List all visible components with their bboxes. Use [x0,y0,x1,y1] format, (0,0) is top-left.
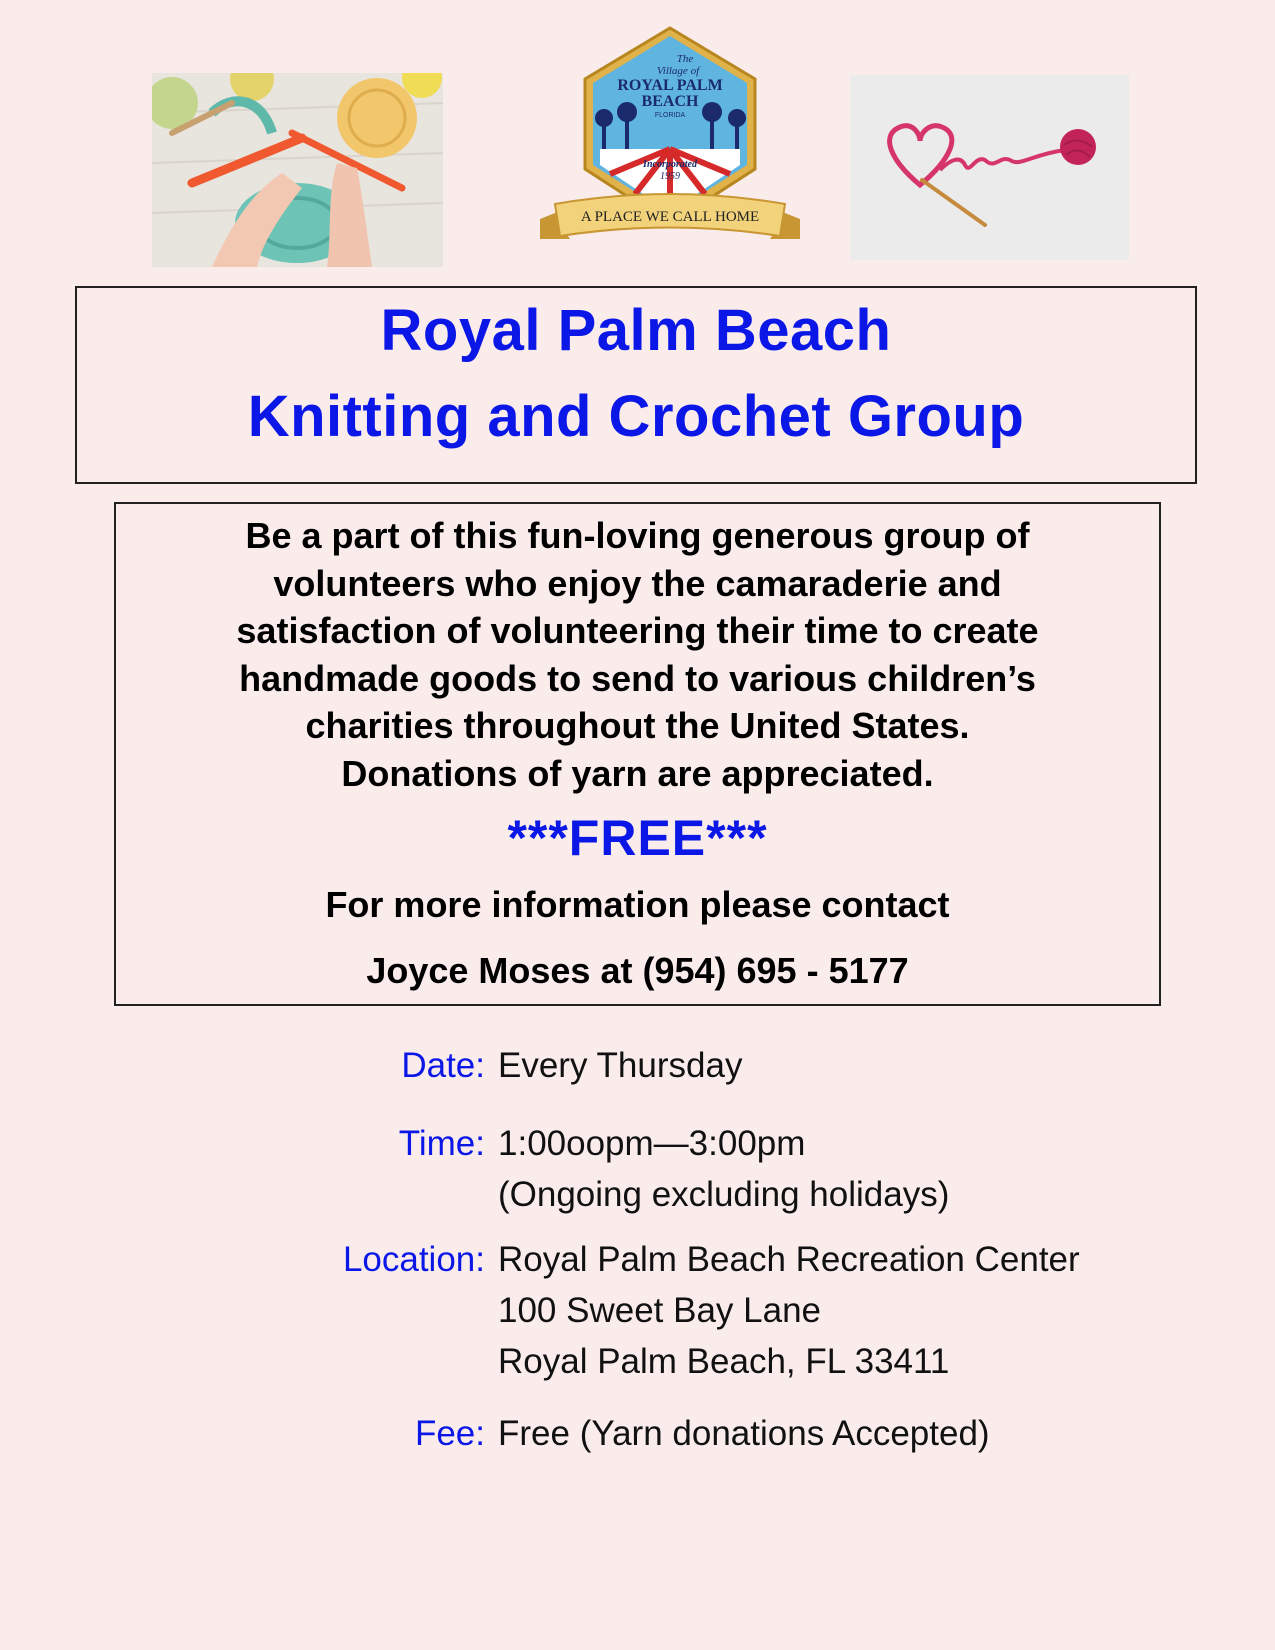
title-line-2: Knitting and Crochet Group [247,384,1025,449]
description-line-5: charities throughout the United States. [305,705,970,746]
village-seal-icon [540,24,800,264]
logo-text-beach: BEACH [641,93,699,110]
free-banner: ***FREE*** [507,810,768,866]
location-city: Royal Palm Beach, FL 33411 [498,1342,950,1381]
contact-line-2: Joyce Moses at (954) 695 - 5177 [366,950,909,991]
location-name: Royal Palm Beach Recreation Center [498,1240,1080,1279]
time-note: (Ongoing excluding holidays) [498,1175,950,1214]
village-logo [540,24,800,264]
title-line-1: Royal Palm Beach [380,298,892,363]
logo-text-royal-palm: ROYAL PALM [617,77,723,94]
date-value: Every Thursday [498,1046,743,1085]
yarn-heart-image [850,75,1129,260]
description-text [136,512,1139,797]
description-line-3: satisfaction of volunteering their time to create [236,610,1039,651]
fee-label: Fee: [414,1414,485,1453]
logo-text-village: Village of [656,65,700,77]
crochet-hands-photo [152,73,443,267]
title-box [75,286,1197,484]
location-street: 100 Sweet Bay Lane [498,1291,822,1330]
description-box [114,502,1161,1006]
time-value: 1:00oopm—3:00pm [498,1124,806,1163]
description-line-6: Donations of yarn are appreciated. [341,752,934,794]
logo-text-incorporated: Incorporated [643,159,697,170]
time-label: Time: [398,1124,485,1163]
location-label: Location: [342,1240,485,1279]
description-line-2: volunteers who enjoy the camaraderie and [273,562,1002,604]
fee-value: Free (Yarn donations Accepted) [498,1414,990,1453]
crochet-hands-image [152,73,443,267]
logo-text-year: 1959 [660,171,680,182]
date-label: Date: [401,1046,485,1085]
logo-text-the: The [676,53,694,65]
description-line-1: Be a part of this fun-loving generous group of [245,515,1030,556]
contact-line-1: For more information please contact [325,884,950,925]
yarn-heart-photo [850,75,1129,260]
logo-text-florida: FLORIDA [654,112,686,119]
logo-motto: A PLACE WE CALL HOME [580,209,760,225]
description-line-4: handmade goods to send to various children’s [239,657,1036,699]
